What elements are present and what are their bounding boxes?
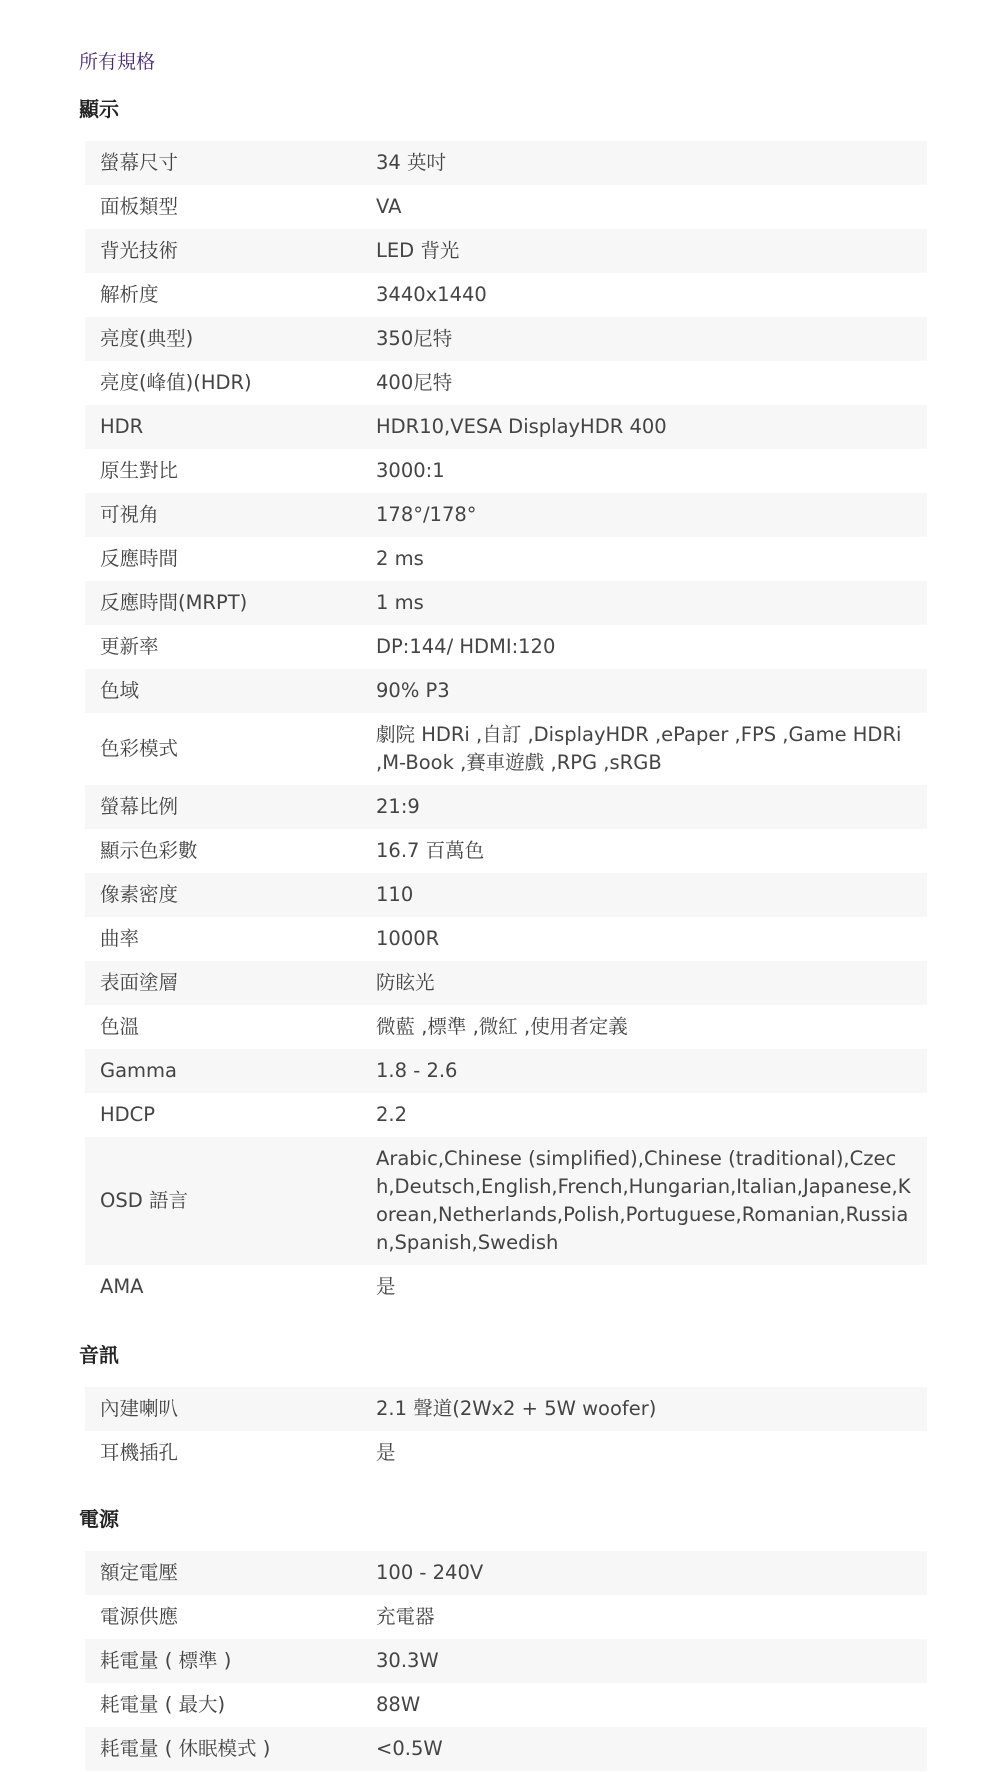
spec-label: Gamma (85, 1049, 376, 1093)
spec-row (85, 669, 927, 713)
spec-label: HDR (85, 405, 376, 449)
spec-label: 內建喇叭 (85, 1387, 376, 1431)
spec-value: 2 ms (376, 547, 424, 570)
spec-row (85, 405, 927, 449)
spec-row (85, 317, 927, 361)
spec-row (85, 1137, 927, 1265)
spec-row (85, 1683, 927, 1727)
spec-value: 2.1 聲道(2Wx2 + 5W woofer) (376, 1387, 927, 1431)
spec-label: 亮度(峰值)(HDR) (100, 371, 252, 394)
spec-label: 解析度 (100, 283, 159, 306)
spec-value: 1000R (376, 927, 440, 950)
spec-label: 耗電量 ( 最大) (100, 1693, 226, 1716)
spec-value: 34 英吋 (376, 141, 927, 185)
spec-row (85, 229, 927, 273)
spec-value: 防眩光 (376, 961, 927, 1005)
spec-row (85, 141, 927, 185)
spec-row (85, 625, 927, 669)
spec-label: 反應時間(MRPT) (85, 581, 376, 625)
spec-label: 像素密度 (85, 873, 376, 917)
spec-row (85, 185, 927, 229)
spec-label: HDCP (100, 1103, 156, 1126)
spec-value: 是 (376, 1275, 396, 1298)
spec-value: Arabic,Chinese (simplified),Chinese (traditional),Czech,Deutsch,English,French,Hungarian,Italian,Japanese,Korean,Netherlands,Polish,Portuguese,Romanian,Russian,Spanish,Swedish (376, 1137, 927, 1265)
spec-value: 400尼特 (376, 371, 453, 394)
spec-label: 耗電量 ( 標準 ) (85, 1639, 376, 1683)
spec-value: DP:144/ HDMI:120 (376, 635, 556, 658)
spec-row (85, 449, 927, 493)
spec-label: 耗電量 ( 休眠模式 ) (85, 1727, 376, 1771)
spec-row (85, 1093, 927, 1137)
spec-row (85, 1551, 927, 1595)
spec-row (85, 961, 927, 1005)
spec-row (85, 273, 927, 317)
spec-value: HDR10,VESA DisplayHDR 400 (376, 405, 927, 449)
spec-row (85, 581, 927, 625)
spec-value: <0.5W (376, 1727, 927, 1771)
spec-label: 表面塗層 (85, 961, 376, 1005)
spec-label: 耳機插孔 (100, 1441, 179, 1464)
spec-row (85, 493, 927, 537)
spec-label: 顯示色彩數 (100, 839, 198, 862)
spec-value: 21:9 (376, 785, 927, 829)
spec-label: 背光技術 (85, 229, 376, 273)
spec-value: 1.8 - 2.6 (376, 1049, 927, 1093)
spec-label: 曲率 (100, 927, 140, 950)
spec-label: 色域 (85, 669, 376, 713)
spec-label: 額定電壓 (85, 1551, 376, 1595)
spec-value: 30.3W (376, 1639, 927, 1683)
spec-row (85, 829, 927, 873)
spec-table-display (85, 141, 927, 1309)
spec-label: 可視角 (85, 493, 376, 537)
spec-label: 色彩模式 (100, 737, 179, 760)
spec-label: 面板類型 (100, 195, 179, 218)
spec-value: 微藍 ,標準 ,微紅 ,使用者定義 (376, 1015, 628, 1038)
spec-row (85, 917, 927, 961)
all-specs-heading: 所有規格 (79, 51, 156, 73)
spec-value: 178°/178° (376, 493, 927, 537)
spec-label: 螢幕比例 (85, 785, 376, 829)
spec-value: 100 - 240V (376, 1551, 927, 1595)
spec-row (85, 1727, 927, 1771)
spec-row (85, 1595, 927, 1639)
spec-value: 3000:1 (376, 459, 445, 482)
spec-value: 350尼特 (376, 317, 927, 361)
spec-label: AMA (100, 1275, 144, 1298)
spec-row (85, 1005, 927, 1049)
spec-row (85, 1387, 927, 1431)
spec-value: 110 (376, 873, 927, 917)
spec-value: 2.2 (376, 1103, 408, 1126)
spec-label: 反應時間 (100, 547, 179, 570)
spec-value: 充電器 (376, 1605, 435, 1628)
spec-value: 劇院 HDRi ,自訂 ,DisplayHDR ,ePaper ,FPS ,Game HDRi ,M-Book ,賽車遊戲 ,RPG ,sRGB (376, 723, 902, 774)
spec-label: 亮度(典型) (85, 317, 376, 361)
spec-value: LED 背光 (376, 229, 927, 273)
spec-label: 螢幕尺寸 (85, 141, 376, 185)
spec-row (85, 1431, 927, 1475)
spec-value: 88W (376, 1693, 421, 1716)
spec-label: 原生對比 (100, 459, 179, 482)
spec-row (85, 1049, 927, 1093)
spec-row (85, 1265, 927, 1309)
spec-label: 電源供應 (100, 1605, 179, 1628)
spec-value: 是 (376, 1441, 396, 1464)
spec-row (85, 873, 927, 917)
spec-label: OSD 語言 (85, 1137, 376, 1265)
spec-value: 90% P3 (376, 669, 927, 713)
spec-row (85, 361, 927, 405)
spec-row (85, 1639, 927, 1683)
section-title-display: 顯示 (79, 97, 119, 121)
spec-value: VA (376, 195, 402, 218)
spec-label: 色溫 (100, 1015, 140, 1038)
spec-row (85, 537, 927, 581)
section-title-audio: 音訊 (79, 1343, 119, 1367)
section-title-power: 電源 (79, 1507, 119, 1531)
spec-table-power (85, 1551, 927, 1771)
spec-row (85, 785, 927, 829)
spec-value: 1 ms (376, 581, 927, 625)
spec-value: 3440x1440 (376, 283, 487, 306)
spec-label: 更新率 (100, 635, 159, 658)
spec-row (85, 713, 927, 785)
spec-value: 16.7 百萬色 (376, 839, 485, 862)
spec-table-audio (85, 1387, 927, 1475)
